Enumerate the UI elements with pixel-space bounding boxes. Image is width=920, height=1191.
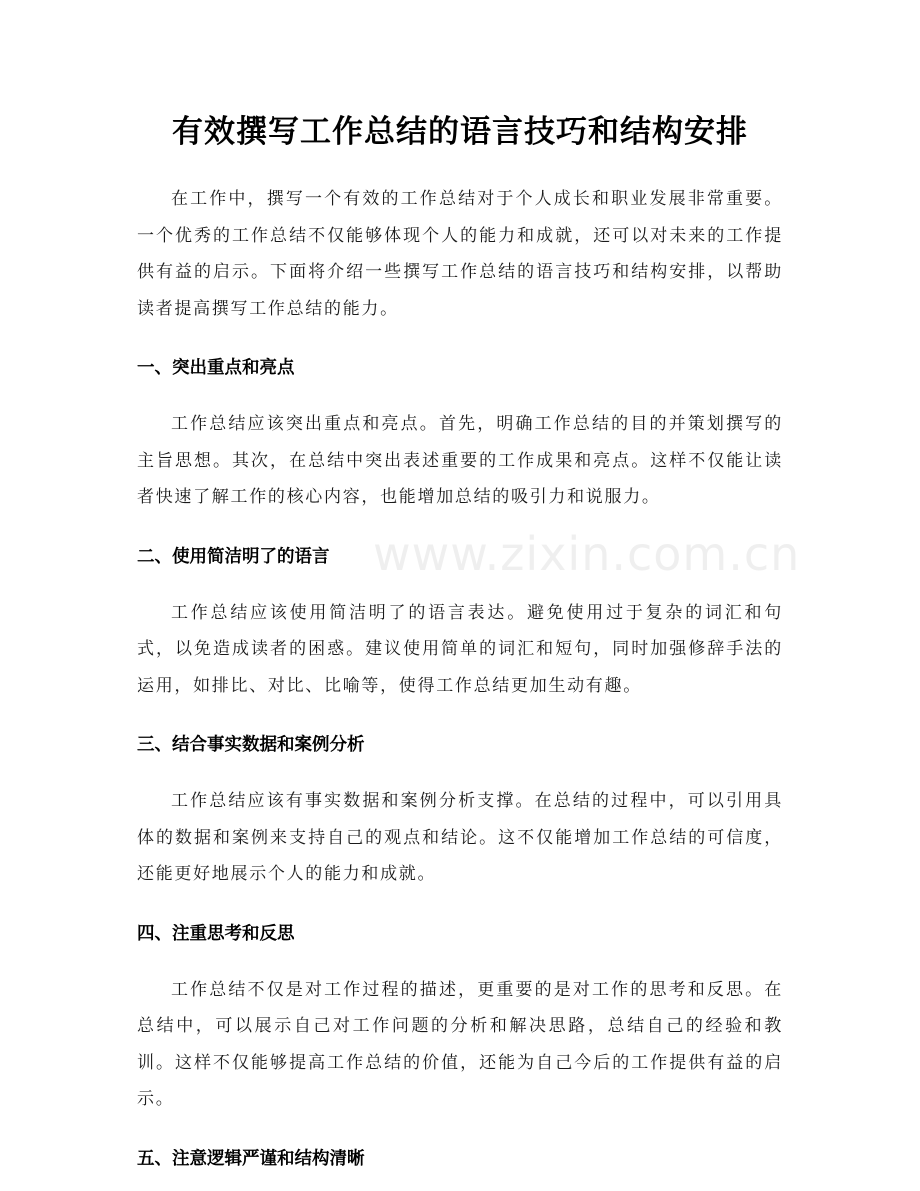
section-paragraph-4: 工作总结不仅是对工作过程的描述，更重要的是对工作的思考和反思。在总结中，可以展示自己对工作问题的分析和解决思路，总结自己的经验和教训。这样不仅能够提高工作总结的价值，还能为自己今后的工作提供有益的启示。 bbox=[137, 979, 783, 1109]
section-paragraph-3: 工作总结应该有事实数据和案例分析支撑。在总结的过程中，可以引用具体的数据和案例来支持自己的观点和结论。这不仅能增加工作总结的可信度，还能更好地展示个人的能力和成就。 bbox=[137, 791, 783, 884]
watermark: www.zixin.com.cn bbox=[373, 527, 801, 581]
intro-paragraph: 在工作中，撰写一个有效的工作总结对于个人成长和职业发展非常重要。一个优秀的工作总结不仅能够体现个人的能力和成就，还可以对未来的工作提供有益的启示。下面将介绍一些撰写工作总结的语言技巧和结构安排，以帮助读者提高撰写工作总结的能力。 bbox=[137, 189, 783, 319]
section-paragraph-2: 工作总结应该使用简洁明了的语言表达。避免使用过于复杂的词汇和句式，以免造成读者的困惑。建议使用简单的词汇和短句，同时加强修辞手法的运用，如排比、对比、比喻等，使得工作总结更加生动有趣。 bbox=[137, 602, 783, 696]
section-heading-3: 三、结合事实数据和案例分析 bbox=[137, 735, 365, 755]
section-paragraph-1: 工作总结应该突出重点和亮点。首先，明确工作总结的目的并策划撰写的主旨思想。其次，在总结中突出表述重要的工作成果和亮点。这样不仅能让读者快速了解工作的核心内容，也能增加总结的吸引力和说服力。 bbox=[137, 414, 783, 507]
section-heading-2: 二、使用简洁明了的语言 bbox=[137, 546, 330, 567]
document-body bbox=[137, 181, 783, 1173]
section-heading-4: 四、注重思考和反思 bbox=[137, 923, 295, 944]
section-heading-5: 五、注意逻辑严谨和结构清晰 bbox=[137, 1148, 365, 1169]
document-title: 有效撰写工作总结的语言技巧和结构安排 bbox=[172, 114, 748, 150]
section-heading-1: 一、突出重点和亮点 bbox=[137, 358, 295, 378]
